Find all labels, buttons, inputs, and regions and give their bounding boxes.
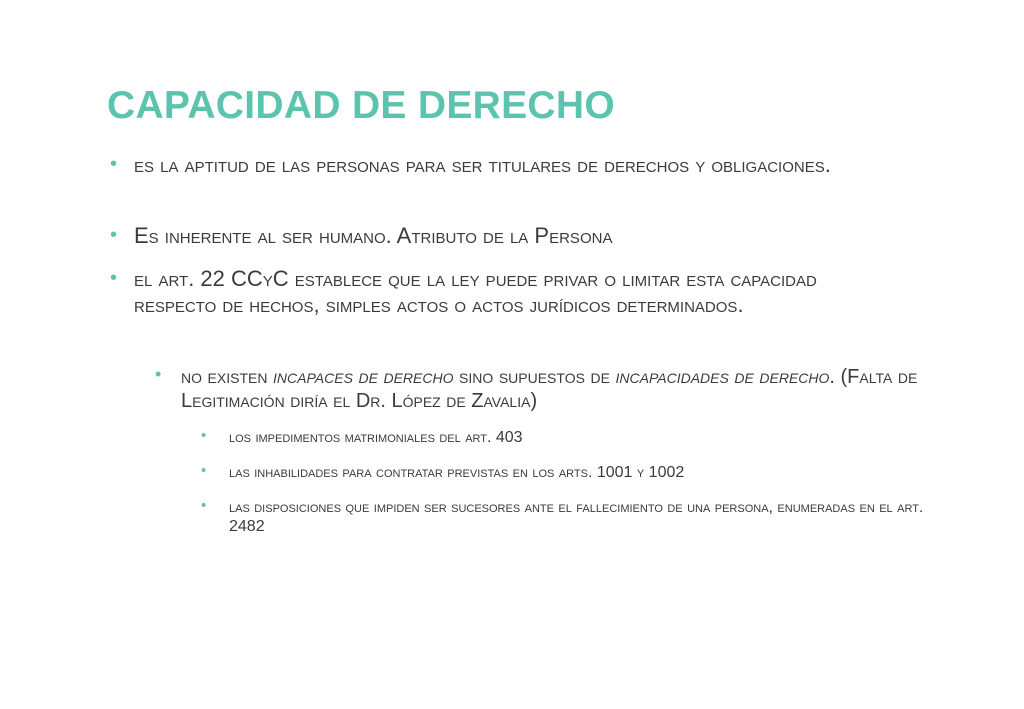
bullet-text: las disposiciones que impiden ser sucesores ante el fallecimiento de una persona, enumeradas en el art. 2482	[229, 499, 924, 536]
bullet-icon: •	[110, 224, 118, 246]
bullet-icon: •	[110, 153, 118, 175]
bullet-text-italic: incapaces de derecho	[273, 366, 454, 388]
bullet-text: es la aptitud de las personas para ser titulares de derechos y obligaciones.	[134, 152, 831, 177]
bullet-text-part: no existen	[181, 366, 274, 388]
bullet-text-part: . (Falta de Legitimación diría el Dr. López de Zavalia)	[181, 366, 918, 412]
bullet-item-inherent	[110, 223, 904, 249]
bullet-text: Es inherente al ser humano. Atributo de la Persona	[134, 223, 613, 248]
bullet-text-italic: incapacidades de derecho	[615, 366, 830, 388]
bullet-text: los impedimentos matrimoniales del art. 403	[229, 429, 523, 446]
bullet-icon: •	[201, 497, 207, 514]
slide-title: CAPACIDAD DE DERECHO	[107, 84, 615, 127]
bullet-icon: •	[110, 267, 118, 289]
bullet-item-no-incapaces	[155, 364, 921, 413]
bullet-text: el art. 22 CCyC establece que la ley puede privar o limitar esta capacidad respecto de hechos, simples actos o actos jurídicos determinados.	[134, 266, 817, 318]
bullet-icon: •	[201, 462, 207, 479]
bullet-icon: •	[155, 364, 162, 384]
bullet-item-definition	[110, 152, 904, 178]
bullet-text: las inhabilidades para contratar previstas en los arts. 1001 y 1002	[229, 464, 685, 481]
bullet-item-disposiciones	[201, 497, 929, 536]
bullet-item-inhabilidades	[201, 462, 929, 482]
bullet-item-article-22	[110, 266, 904, 319]
bullet-item-impedimentos	[201, 427, 929, 447]
bullet-text-part: sino supuestos de	[453, 366, 616, 388]
bullet-icon: •	[201, 427, 207, 444]
